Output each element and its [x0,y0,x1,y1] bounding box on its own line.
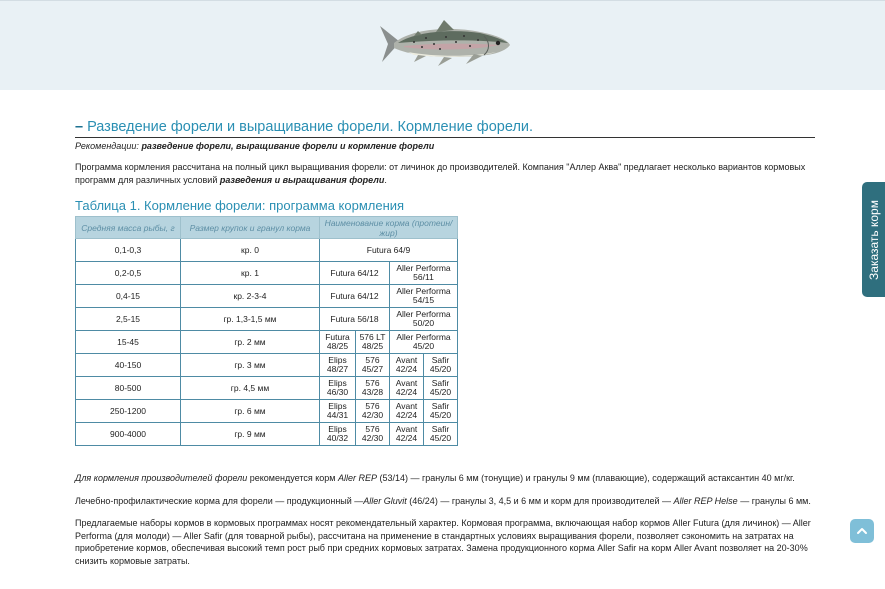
cell-mass: 0,2-0,5 [76,262,181,285]
cell-feed: Aller Performa 45/20 [390,331,458,354]
cell-feed: Safir 45/20 [424,423,458,446]
table-row [76,354,458,377]
intro-paragraph [75,161,815,186]
table-row [76,423,458,446]
scroll-to-top-button[interactable] [850,519,874,543]
cell-feed: Safir 45/20 [424,400,458,423]
cell-feed: 576 42/30 [356,400,390,423]
recommendations [75,140,815,152]
order-feed-button[interactable] [862,182,885,297]
p2-text-1: Лечебно-профилактические корма для форели — продукционный — [75,495,364,506]
cell-feed: 576 45/27 [356,354,390,377]
cell-feed: Futura 64/9 [320,239,458,262]
cell-feed: Futura 64/12 [320,285,390,308]
cell-mass: 250-1200 [76,400,181,423]
cell-feed: Futura 64/12 [320,262,390,285]
cell-feed: Aller Performa 56/11 [390,262,458,285]
p1-text-2: (53/14) — гранулы 6 мм (тонущие) и гранулы 9 мм (плавающие), содержащий астаксантин 40 мг/кг. [376,473,795,483]
chevron-up-icon [856,525,868,537]
medicated-feed-paragraph [75,495,815,508]
table-row [76,308,458,331]
p2-text-2: (46/24) — гранулы 3, 4,5 и 6 мм и корм для производителей — [406,495,674,506]
table-row [76,377,458,400]
article [75,118,815,567]
cell-feed: Avant 42/24 [390,400,424,423]
cell-size: кр. 0 [181,239,320,262]
p1-italic-1: Для кормления производителей форели [75,473,248,483]
header-size: Размер крупок и гранул корма [181,217,320,239]
cell-feed: Aller Performa 50/20 [390,308,458,331]
cell-feed: 576 42/30 [356,423,390,446]
cell-mass: 0,1-0,3 [76,239,181,262]
p2-italic-1: Aller Gluvit [363,495,407,506]
cell-size: гр. 2 мм [181,331,320,354]
cell-size: гр. 4,5 мм [181,377,320,400]
recommend-keywords: разведение форели, выращивание форели и кормление форели [141,141,435,151]
cell-mass: 40-150 [76,354,181,377]
table-row [76,262,458,285]
table-row [76,331,458,354]
feed-sets-paragraph: Предлагаемые наборы кормов в кормовых программах носят рекомендательный характер. Кормовая программа, включающая набор кормов Aller Futura (для личинок) — Aller Performa (для молоди) — Aller Safir (для товарной рыбы), рассчитана на применение в стандартных условиях выращивания форели, позволяет сэкономить на затратах на приобретение кормов, обеспечивая высокий темп рост рыб при средних кормовых затратах. Замена продукционного корма Aller Safir на корм Aller Avant позволяет на 20-30% снизить кормовые затраты. [75,518,811,566]
page-title [75,118,815,136]
cell-mass: 900-4000 [76,423,181,446]
cell-feed: Avant 42/24 [390,377,424,400]
table-row [76,285,458,308]
p2-text-3: — гранулы 6 мм. [737,495,811,506]
order-feed-label: Заказать корм [866,199,881,280]
p2-italic-2: Aller REP Helse [673,495,738,506]
cell-feed: Safir 45/20 [424,377,458,400]
cell-feed: Futura 56/18 [320,308,390,331]
cell-size: гр. 3 мм [181,354,320,377]
trout-fish-icon [374,16,514,74]
cell-feed: Futura 48/25 [320,331,356,354]
recommend-prefix: Рекомендации: [75,141,142,151]
cell-size: гр. 9 мм [181,423,320,446]
cell-feed: Elips 48/27 [320,354,356,377]
cell-mass: 2,5-15 [76,308,181,331]
cell-size: кр. 1 [181,262,320,285]
cell-feed: Elips 44/31 [320,400,356,423]
feeding-program-table [75,216,458,446]
cell-size: гр. 1,3-1,5 мм [181,308,320,331]
cell-feed: 576 LT 48/25 [356,331,390,354]
cell-mass: 80-500 [76,377,181,400]
title-text: Разведение форели и выращивание форели. Кормление форели. [87,119,534,135]
table-row [76,239,458,262]
p1-text-1: рекомендуется корм [247,473,338,483]
title-dash: – [75,119,84,135]
cell-feed: Elips 46/30 [320,377,356,400]
cell-feed: 576 43/28 [356,377,390,400]
cell-feed: Avant 42/24 [390,423,424,446]
cell-feed: Safir 45/20 [424,354,458,377]
header-name: Наименование корма (протеин/жир) [320,217,458,239]
cell-mass: 0,4-15 [76,285,181,308]
cell-size: кр. 2-3-4 [181,285,320,308]
table-title: Таблица 1. Кормление форели: программа кормления [75,198,405,213]
table-row [76,400,458,423]
intro-text: Программа кормления рассчитана на полный цикл выращивания форели: от личинок до производителей. Компания "Аллер Аква" предлагает несколько вариантов кормовых программ для различных условий [75,162,806,185]
p1-italic-2: Aller REP [337,473,377,483]
cell-mass: 15-45 [76,331,181,354]
cell-feed: Aller Performa 54/15 [390,285,458,308]
header-banner [0,0,885,90]
intro-end: . [384,174,387,185]
intro-bold: разведения и выращивания форели [219,174,385,185]
broodstock-paragraph [75,472,815,485]
header-mass: Средняя масса рыбы, г [76,217,181,239]
cell-feed: Elips 40/32 [320,423,356,446]
cell-feed: Avant 42/24 [390,354,424,377]
cell-size: гр. 6 мм [181,400,320,423]
